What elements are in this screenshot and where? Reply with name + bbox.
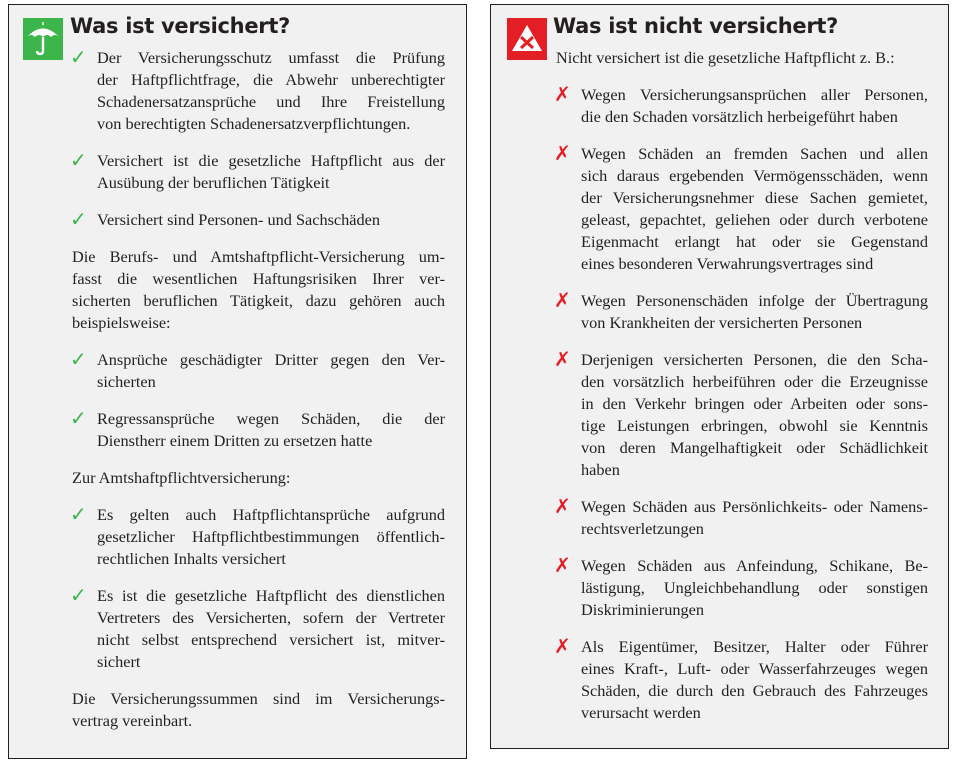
cross-icon: ✗: [554, 494, 571, 518]
cross-icon: ✗: [554, 634, 571, 658]
check-icon: ✓: [70, 583, 87, 607]
text-line: Wegen Schäden aus Persönlichkeits- oder Namens-: [581, 497, 928, 516]
cross-icon: ✗: [554, 288, 571, 312]
check-icon: ✓: [70, 347, 87, 371]
text-line: den vorsätzlich herbeiführen oder die Erzeugnisse: [581, 372, 928, 391]
text-line: sicherten beruflichen Tätigkeit, dazu gehören auch: [72, 291, 445, 310]
excluded-item: [554, 634, 928, 724]
insured-content: [70, 45, 445, 732]
text-line: Zur Amtshaftpflichtversicherung:: [72, 468, 291, 487]
text-line: geleast, gepachtet, geliehen oder durch verbotene: [581, 210, 928, 229]
covered-item: [70, 148, 445, 194]
text-line: nicht selbst entsprechend versichert ist, mitver-: [97, 630, 445, 649]
excluded-item: [554, 141, 928, 275]
panel-title: Was ist nicht versichert?: [553, 14, 839, 38]
text-line: der Versicherungsnehmer diese Sachen gemietet,: [581, 188, 928, 207]
check-icon: ✓: [70, 502, 87, 526]
check-icon: ✓: [70, 45, 87, 69]
text-line: vertrag vereinbart.: [72, 711, 193, 730]
text-line: Ausübung der beruflichen Tätigkeit: [97, 173, 330, 192]
text-line: sich daraus ergebenden Vermögensschäden, wenn: [581, 166, 928, 185]
text-line: Es ist die gesetzliche Haftpflicht des dienstlichen: [97, 586, 445, 605]
text-line: von deren Mangelhaftigkeit oder Schädlichkeit: [581, 438, 928, 457]
text-line: Wegen Versicherungsansprüchen aller Personen,: [581, 85, 928, 104]
text-line: Die Versicherungssummen sind im Versicherungs-: [72, 689, 445, 708]
excluded-item: [554, 347, 928, 481]
text-line: beispielsweise:: [72, 313, 171, 332]
umbrella-icon: [23, 18, 63, 60]
text-line: in den Verkehr bringen oder Arbeiten oder sons-: [581, 394, 928, 413]
paragraph: [72, 688, 445, 732]
cross-icon: ✗: [554, 141, 571, 165]
text-line: sicherten: [97, 372, 156, 391]
text-line: Eigenmacht erlangt hat oder sie Gegenstand: [581, 232, 928, 251]
text-line: Nicht versichert ist die gesetzliche Haftpflicht z. B.:: [556, 48, 895, 67]
warning-cross-icon: [507, 18, 547, 60]
not-insured-panel: [490, 4, 949, 749]
text-line: lästigung, Ungleichbehandlung oder sonstigen: [581, 578, 928, 597]
text-line: Derjenigen versicherten Personen, die den Scha-: [581, 350, 928, 369]
text-line: Versichert ist die gesetzliche Haftpflicht aus der: [97, 151, 445, 170]
text-line: rechtlichen Inhalts versichert: [97, 549, 286, 568]
text-line: Wegen Personenschäden infolge der Übertragung: [581, 291, 928, 310]
text-line: von berechtigten Schadenersatzverpflichtungen.: [97, 114, 411, 133]
text-line: Als Eigentümer, Besitzer, Halter oder Führer: [581, 637, 928, 656]
excluded-item: [554, 82, 928, 128]
covered-item: [70, 207, 445, 231]
text-line: die den Schaden vorsätzlich herbeigeführt haben: [581, 107, 898, 126]
covered-item: [70, 347, 445, 393]
text-line: rechtsverletzungen: [581, 519, 704, 538]
text-line: Versichert sind Personen- und Sachschäden: [97, 210, 381, 229]
text-line: tige Leistungen erbringen, obwohl sie Kenntnis: [581, 416, 928, 435]
paragraph: [72, 246, 445, 334]
text-line: Es gelten auch Haftpflichtansprüche aufgrund: [97, 505, 445, 524]
text-line: fasst die wesentlichen Haftungsrisiken Ihrer ver-: [72, 269, 445, 288]
not-insured-content: [554, 47, 928, 724]
covered-item: [70, 45, 445, 135]
text-line: Der Versicherungsschutz umfasst die Prüfung: [97, 48, 445, 67]
insured-panel: [8, 4, 467, 759]
excluded-item: [554, 553, 928, 621]
text-line: eines besonderen Verwahrungsvertrages sind: [581, 254, 874, 273]
text-line: haben: [581, 460, 620, 479]
paragraph: [72, 467, 445, 489]
text-line: sichert: [97, 652, 141, 671]
check-icon: ✓: [70, 406, 87, 430]
excluded-item: [554, 288, 928, 334]
text-line: von Krankheiten der versicherten Personen: [581, 313, 863, 332]
panel-title: Was ist versichert?: [70, 14, 290, 38]
text-line: Wegen Schäden an fremden Sachen und allen: [581, 144, 928, 163]
covered-item: [70, 502, 445, 570]
cross-icon: ✗: [554, 553, 571, 577]
covered-item: [70, 406, 445, 452]
cross-icon: ✗: [554, 347, 571, 371]
text-line: Dienstherr einem Dritten zu ersetzen hatte: [97, 431, 373, 450]
text-line: verursacht werden: [581, 703, 701, 722]
covered-item: [70, 583, 445, 673]
text-line: Ansprüche geschädigter Dritter gegen den Ver-: [97, 350, 445, 369]
text-line: Schadenersatzansprüche und Ihre Freistellung: [97, 92, 445, 111]
text-line: der Haftpflichtfrage, die Abwehr unberechtigter: [97, 70, 445, 89]
text-line: Schäden, die durch den Gebrauch des Fahrzeuges: [581, 681, 928, 700]
text-line: Die Berufs- und Amtshaftpflicht-Versicherung um-: [72, 247, 445, 266]
check-icon: ✓: [70, 207, 87, 231]
paragraph: [556, 47, 928, 69]
text-line: Vertreters des Versicherten, sofern der Vertreter: [97, 608, 445, 627]
text-line: gesetzlicher Haftpflichtbestimmungen öffentlich-: [97, 527, 445, 546]
text-line: eines Kraft-, Luft- oder Wasserfahrzeuges wegen: [581, 659, 928, 678]
cross-icon: ✗: [554, 82, 571, 106]
text-line: Regressansprüche wegen Schäden, die der: [97, 409, 445, 428]
text-line: Wegen Schäden aus Anfeindung, Schikane, Be-: [581, 556, 928, 575]
excluded-item: [554, 494, 928, 540]
text-line: Diskriminierungen: [581, 600, 704, 619]
check-icon: ✓: [70, 148, 87, 172]
